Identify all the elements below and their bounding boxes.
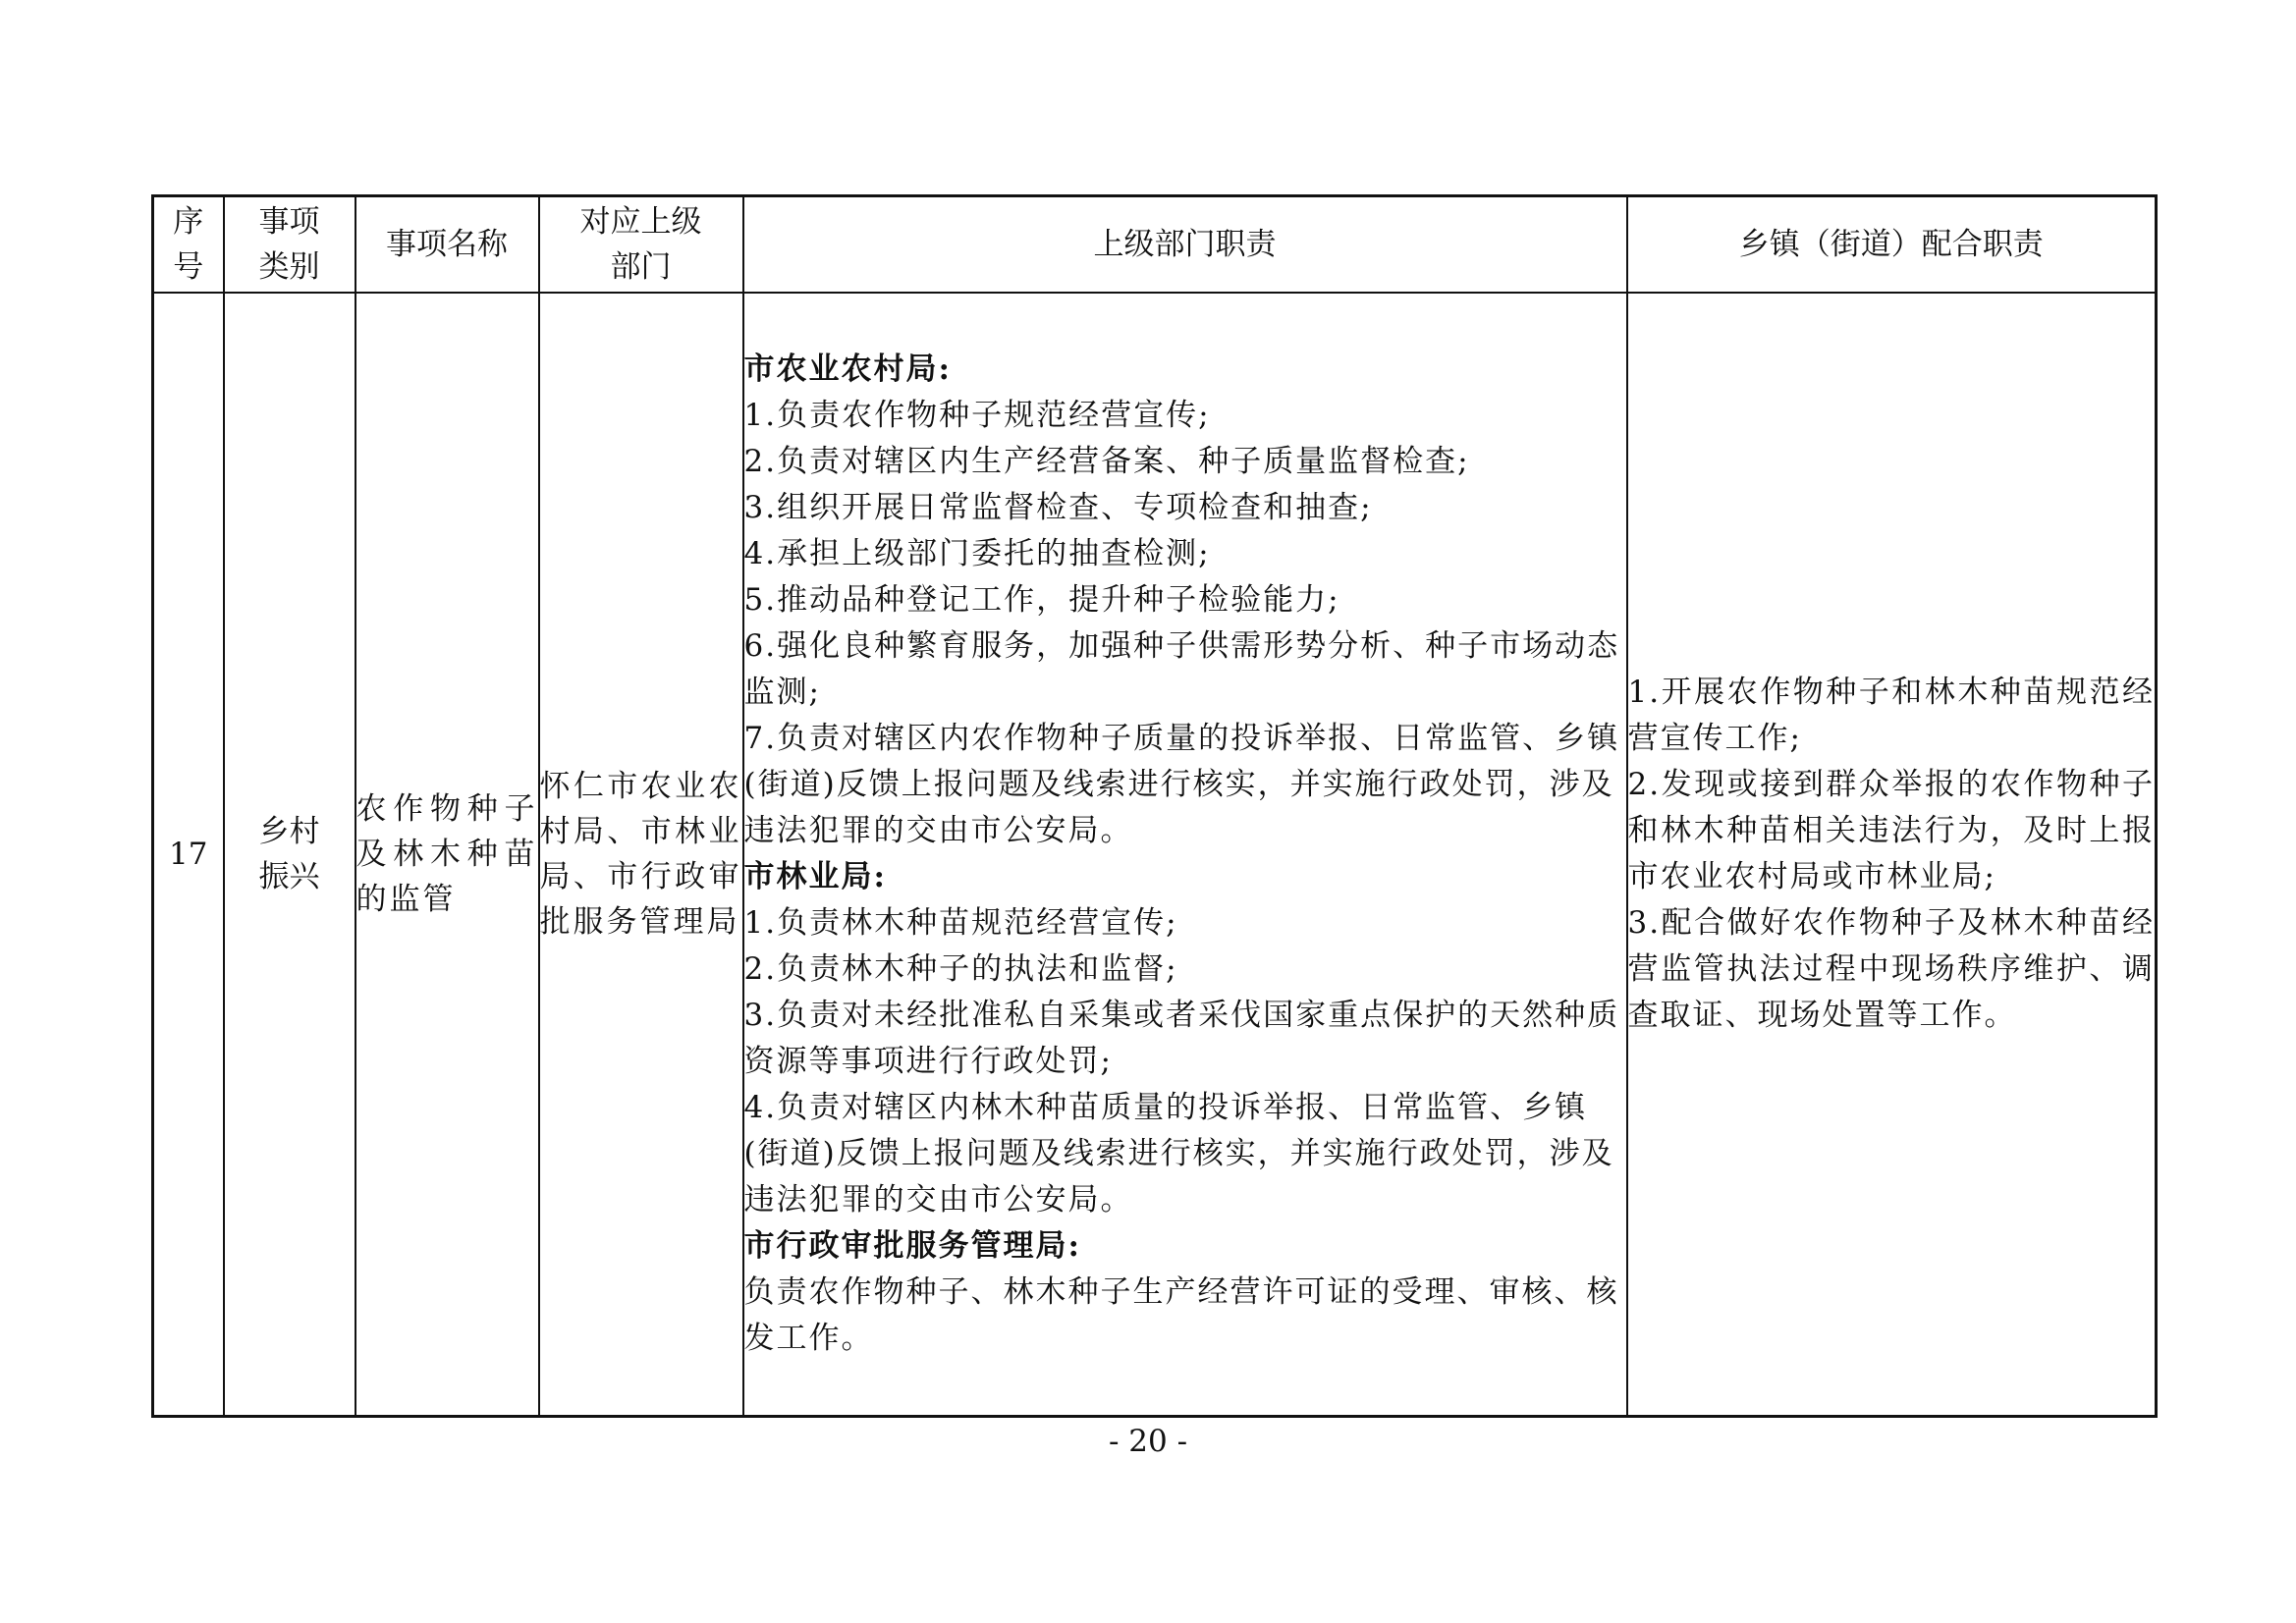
responsibility-table	[151, 194, 2158, 1418]
duties-item: 3.负责对未经批准私自采集或者采伐国家重点保护的天然种质资源等事项进行行政处罚;	[743, 998, 1620, 1079]
row-index: 17	[153, 293, 224, 1417]
coop-item: 3.配合做好农作物种子及林木种苗经营监管执法过程中现场秩序维护、调查取证、现场处置等工作。	[1627, 905, 2155, 1033]
page-number: - 20 -	[1108, 1424, 1188, 1459]
coop-item: 1.开展农作物种子和林木种苗规范经营宣传工作;	[1627, 675, 2155, 756]
duties-title: 市农业农村局:	[743, 352, 952, 387]
duties-item: 4.负责对辖区内林木种苗质量的投诉举报、日常监管、乡镇(街道)反馈上报问题及线索进行核实，并实施行政处罚，涉及违法犯罪的交由市公安局。	[743, 1090, 1614, 1217]
duties-item: 负责农作物种子、林木种子生产经营许可证的受理、审核、核发工作。	[743, 1274, 1619, 1356]
duties-item: 5.推动品种登记工作，提升种子检验能力;	[743, 582, 1340, 618]
row-name: 农作物种子及林木种苗的监管	[355, 293, 539, 1417]
duties-item: 6.强化良种繁育服务，加强种子供需形势分析、种子市场动态监测;	[743, 628, 1620, 710]
row-category: 乡村振兴	[224, 293, 355, 1417]
header-coop: 乡镇（街道）配合职责	[1627, 196, 2157, 294]
duties-block-agri	[744, 347, 1626, 854]
duties-title: 市林业局:	[743, 859, 887, 894]
duties-item: 1.负责林木种苗规范经营宣传;	[743, 905, 1178, 941]
header-dept: 对应上级部门	[539, 196, 743, 294]
row-duties	[743, 293, 1627, 1417]
table-row	[153, 293, 2157, 1417]
duties-title: 市行政审批服务管理局:	[743, 1228, 1081, 1264]
table-header-row	[153, 196, 2157, 294]
duties-block-approval	[744, 1223, 1626, 1362]
duties-block-forestry	[744, 854, 1626, 1223]
header-category: 事项类别	[224, 196, 355, 294]
header-duties: 上级部门职责	[743, 196, 1627, 294]
duties-item: 2.负责对辖区内生产经营备案、种子质量监督检查;	[743, 444, 1470, 479]
row-dept: 怀仁市农业农村局、市林业局、市行政审批服务管理局	[539, 293, 743, 1417]
header-index: 序号	[153, 196, 224, 294]
duties-item: 3.组织开展日常监督检查、专项检查和抽查;	[743, 490, 1373, 525]
coop-item: 2.发现或接到群众举报的农作物种子和林木种苗相关违法行为，及时上报市农业农村局或市林业局;	[1627, 767, 2155, 894]
row-coop	[1627, 293, 2157, 1417]
duties-item: 4.承担上级部门委托的抽查检测;	[743, 536, 1211, 571]
duties-item: 7.负责对辖区内农作物种子质量的投诉举报、日常监管、乡镇(街道)反馈上报问题及线索进行核实，并实施行政处罚，涉及违法犯罪的交由市公安局。	[743, 721, 1620, 848]
duties-item: 1.负责农作物种子规范经营宣传;	[743, 398, 1211, 433]
header-name: 事项名称	[355, 196, 539, 294]
duties-item: 2.负责林木种子的执法和监督;	[743, 951, 1178, 987]
